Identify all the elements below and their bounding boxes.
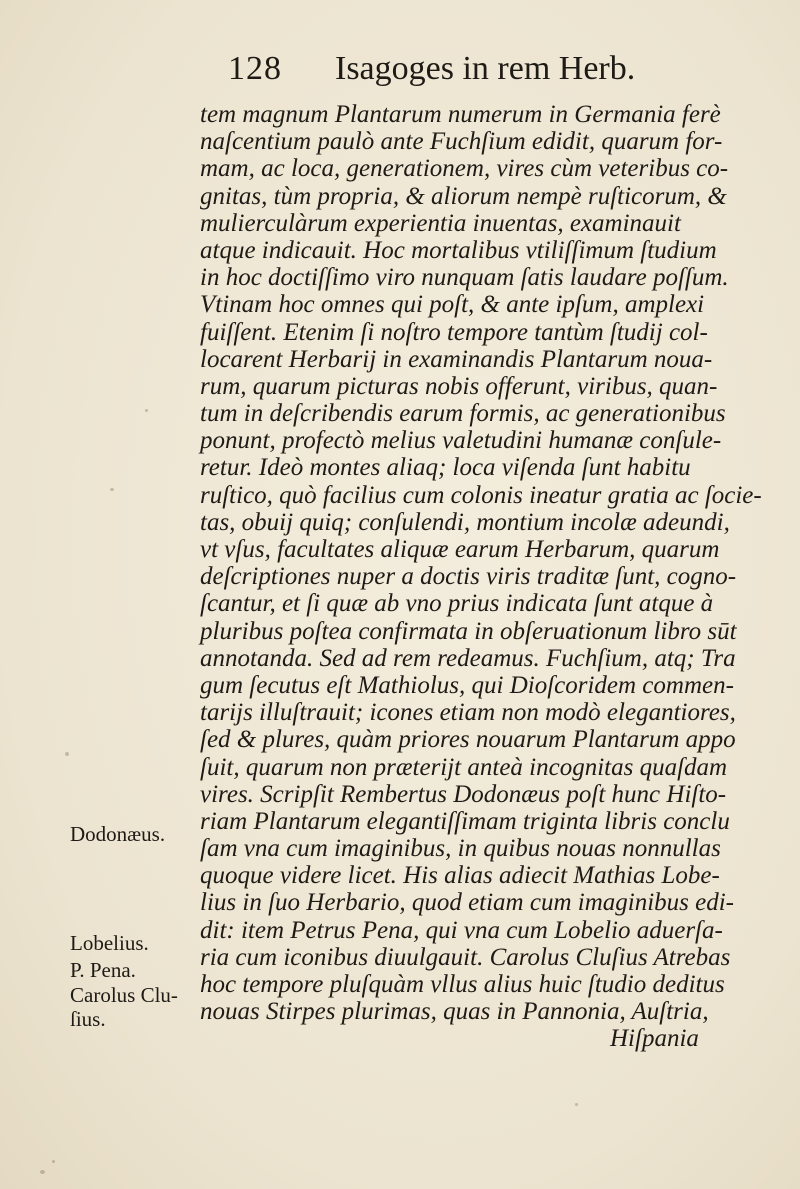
ink-speck — [65, 752, 69, 756]
text-line: vt vſus, facultates aliquæ earum Herbarum, quarum — [200, 536, 720, 563]
text-line: tarijs illuſtrauit; icones etiam non modò elegantiores, — [200, 699, 736, 727]
margin-note-pena: P. Pena. — [70, 958, 136, 982]
text-line: gnitas, tùm propria, & aliorum nempè ruſticorum, & — [200, 182, 727, 210]
text-line: pluribus poſtea confirmata in obſeruationum libro sūt — [200, 617, 737, 645]
margin-note-dodonaeus: Dodonæus. — [70, 822, 166, 846]
ink-speck — [575, 1103, 578, 1106]
text-line: fuiſſent. Etenim ſi noſtro tempore tantùm ſtudij col- — [200, 318, 708, 346]
ink-speck — [52, 1160, 55, 1163]
text-line: vires. Scripſit Rembertus Dodonæus poſt hunc Hiſto- — [200, 780, 727, 808]
text-line: ſed & plures, quàm priores nouarum Plantarum appo — [200, 726, 736, 754]
ink-speck — [110, 488, 114, 491]
text-line: atque indicauit. Hoc mortalibus vtiliſſimum ſtudium — [200, 236, 717, 264]
text-line: lius in ſuo Herbario, quod etiam cum imaginibus edi- — [200, 889, 734, 917]
text-line: Vtinam hoc omnes qui poſt, & ante ipſum, amplexi — [200, 291, 705, 319]
running-title: Isagoges in rem Herb. — [335, 50, 636, 87]
text-line: annotanda. Sed ad rem redeamus. Fuchſium, atq; Tra — [200, 644, 736, 672]
text-line: ſuit, quarum non præterijt anteà incognitas quaſdam — [200, 753, 728, 781]
catchword-line: Hiſpania — [610, 1025, 699, 1053]
text-line: mulierculàrum experientia inuentas, examinauit — [200, 209, 681, 237]
text-line: riam Plantarum elegantiſſimam triginta libris conclu — [200, 807, 730, 835]
page-header — [0, 46, 800, 96]
margin-note-clusius-cont: ſius. — [70, 1007, 106, 1031]
text-line: rum, quarum picturas nobis offerunt, viribus, quan- — [200, 372, 718, 400]
text-line: ſam vna cum imaginibus, in quibus nouas nonnullas — [200, 835, 721, 863]
ink-speck — [40, 1170, 45, 1174]
text-line: gum ſecutus eſt Mathiolus, qui Dioſcoridem commen- — [200, 671, 734, 699]
text-line: tum in deſcribendis earum formis, ac generationibus — [200, 400, 726, 428]
margin-note-lobelius: Lobelius. — [70, 931, 149, 955]
text-line: hoc tempore pluſquàm vllus alius huic ſtudio deditus — [200, 971, 725, 998]
text-line: ponunt, profectò melius valetudini humanæ conſule- — [200, 427, 722, 455]
text-line: in hoc doctiſſimo viro nunquam ſatis laudare poſſum. — [200, 264, 729, 292]
text-line: dit: item Petrus Pena, qui vna cum Lobelio aduerſa- — [200, 916, 723, 944]
margin-note-clusius: Carolus Clu- — [70, 983, 178, 1007]
text-line: tem magnum Plantarum numerum in Germania ferè — [200, 101, 721, 128]
text-line: ſcantur, et ſi quæ ab vno prius indicata ſunt atque à — [200, 590, 714, 618]
page-number: 128 — [228, 50, 282, 87]
text-line: ria cum iconibus diuulgauit. Carolus Cluſius Atrebas — [200, 943, 731, 971]
text-line: naſcentium paulò ante Fuchſium edidit, quarum for- — [200, 128, 723, 156]
text-line: nouas Stirpes plurimas, quas in Pannonia, Auſtria, — [200, 998, 709, 1026]
text-line: ruſtico, quò facilius cum colonis ineatur gratia ac ſocie- — [200, 481, 762, 509]
ink-speck — [145, 409, 148, 412]
text-line: tas, obuij quiq; conſulendi, montium incolæ adeundi, — [200, 508, 730, 536]
body-text — [200, 101, 765, 1053]
text-line: quoque videre licet. His alias adiecit Mathias Lobe- — [200, 862, 720, 890]
text-line: locarent Herbarij in examinandis Plantarum noua- — [200, 345, 713, 373]
text-line: retur. Ideò montes aliaq; loca viſenda ſunt habitu — [200, 454, 691, 482]
text-line: mam, ac loca, generationem, vires cùm veteribus co- — [200, 155, 729, 183]
text-line: deſcriptiones nuper a doctis viris traditæ ſunt, cogno- — [200, 563, 737, 591]
